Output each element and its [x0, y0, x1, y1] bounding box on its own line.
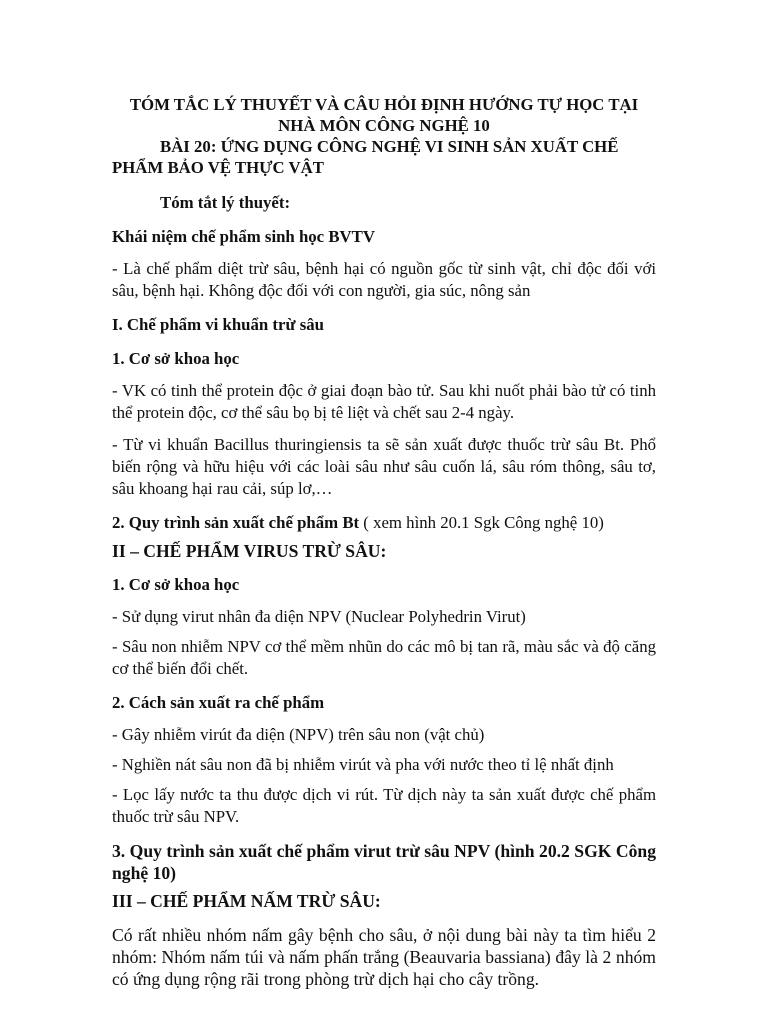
section-1-subheading-2-note: ( xem hình 20.1 Sgk Công nghệ 10): [359, 513, 604, 532]
section-1-paragraph-1: - VK có tinh thể protein độc ở giai đoạn bào tử. Sau khi nuốt phải bào tử có tinh thể protein độc, cơ thể sâu bọ bị tê liệt và chết sau 2-4 ngày.: [112, 381, 656, 422]
section-1-paragraph-2: - Từ vi khuẩn Bacillus thuringiensis ta sẽ sản xuất được thuốc trừ sâu Bt. Phổ biến rộng và hữu hiệu với các loài sâu như sâu cuốn lá, sâu róm thông, sâu tơ, sâu khoang hại rau cải, súp lơ,…: [112, 435, 656, 498]
section-2-paragraph-3: - Gây nhiễm virút đa diện (NPV) trên sâu non (vật chủ): [112, 725, 485, 744]
section-1-subheading-1: 1. Cơ sở khoa học: [112, 349, 240, 368]
section-2-heading: II – CHẾ PHẨM VIRUS TRỪ SÂU:: [112, 541, 387, 561]
section-2-subheading-1: 1. Cơ sở khoa học: [112, 575, 240, 594]
lesson-title: BÀI 20: ỨNG DỤNG CÔNG NGHỆ VI SINH SẢN XUẤT CHẾ PHẨM BẢO VỆ THỰC VẬT: [112, 137, 619, 177]
section-2-paragraph-5: - Lọc lấy nước ta thu được dịch vi rút. Từ dịch này ta sản xuất được chế phẩm thuốc trừ sâu NPV.: [112, 785, 656, 826]
summary-heading: Tóm tắt lý thuyết:: [160, 193, 291, 212]
section-2-subheading-3: 3. Quy trình sản xuất chế phẩm virut trừ sâu NPV (hình 20.2 SGK Công nghệ 10): [112, 841, 656, 883]
section-1-subheading-2: 2. Quy trình sản xuất chế phẩm Bt: [112, 513, 360, 532]
section-2-subheading-2: 2. Cách sản xuất ra chế phẩm: [112, 693, 325, 712]
section-1-heading: I. Chế phẩm vi khuẩn trừ sâu: [112, 315, 324, 334]
document-title-line-2: NHÀ MÔN CÔNG NGHỆ 10: [278, 116, 490, 135]
section-3-heading: III – CHẾ PHẨM NẤM TRỪ SÂU:: [112, 891, 381, 911]
document-title-line-1: TÓM TẮC LÝ THUYẾT VÀ CÂU HỎI ĐỊNH HƯỚNG TỰ HỌC TẠI: [129, 95, 639, 114]
section-2-paragraph-4: - Nghiền nát sâu non đã bị nhiễm virút và pha với nước theo tỉ lệ nhất định: [112, 755, 614, 774]
concept-heading: Khái niệm chế phẩm sinh học BVTV: [112, 227, 375, 246]
section-1-subheading-2-line: [112, 512, 656, 534]
section-3-paragraph-1: Có rất nhiều nhóm nấm gây bệnh cho sâu, ở nội dung bài này ta tìm hiểu 2 nhóm: Nhóm nấm túi và nấm phấn trắng (Beauvaria bassiana) đây là 2 nhóm có ứng dụng rộng rãi trong phòng trừ dịch hại cho cây trồng.: [112, 925, 656, 989]
section-2-paragraph-2: - Sâu non nhiễm NPV cơ thể mềm nhũn do các mô bị tan rã, màu sắc và độ căng cơ thể biến đổi chết.: [112, 637, 656, 678]
section-2-paragraph-1: - Sử dụng virut nhân đa diện NPV (Nuclear Polyhedrin Virut): [112, 607, 526, 626]
concept-text: - Là chế phẩm diệt trừ sâu, bệnh hại có nguồn gốc từ sinh vật, chỉ độc đối với sâu, bệnh hại. Không độc đối với con người, gia súc, nông sản: [112, 259, 656, 300]
